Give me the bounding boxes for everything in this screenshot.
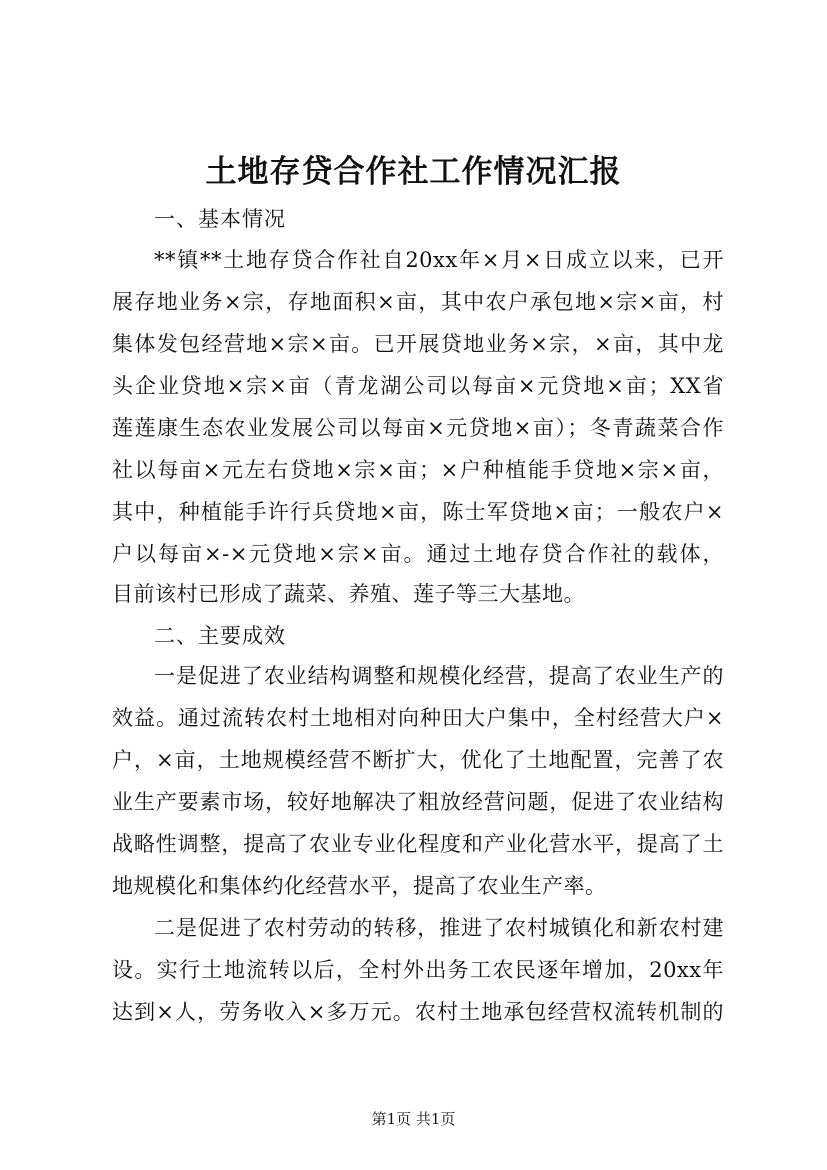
paragraph-line: 设。实行土地流转以后，全村外出务工农民逐年增加，20xx年 [112, 958, 724, 982]
paragraph-line: 户以每亩×-×元贷地×宗×亩。通过土地存贷合作社的载体， [112, 542, 724, 566]
paragraph-line: 目前该村已形成了蔬菜、养殖、莲子等三大基地。 [112, 582, 585, 606]
paragraph-line: 达到×人，劳务收入×多万元。农村土地承包经营权流转机制的 [112, 1000, 724, 1024]
paragraph-line: 户，×亩，土地规模经营不断扩大，优化了土地配置，完善了农 [112, 748, 724, 772]
paragraph-line: 集体发包经营地×宗×亩。已开展贷地业务×宗，×亩，其中龙 [112, 332, 724, 356]
paragraph-line: 业生产要素市场，较好地解决了粗放经营问题，促进了农业结构 [112, 790, 724, 814]
paragraph-line: 效益。通过流转农村土地相对向种田大户集中，全村经营大户× [112, 706, 724, 730]
paragraph-line: 一是促进了农业结构调整和规模化经营，提高了农业生产的 [154, 664, 724, 688]
paragraph-line: 头企业贷地×宗×亩（青龙湖公司以每亩×元贷地×亩；XX省 [112, 374, 724, 398]
page-footer: 第1页 共1页 [371, 1110, 456, 1128]
document-title: 土地存贷合作社工作情况汇报 [205, 154, 622, 190]
section-heading-main-results: 二、主要成效 [154, 624, 286, 648]
paragraph-line: 战略性调整，提高了农业专业化程度和产业化营水平，提高了土 [112, 832, 724, 856]
section-heading-basic-info: 一、基本情况 [154, 207, 286, 231]
paragraph-line: **镇**土地存贷合作社自20xx年×月×日成立以来，已开 [154, 248, 724, 272]
paragraph-line: 社以每亩×元左右贷地×宗×亩；×户种植能手贷地×宗×亩， [112, 458, 724, 482]
paragraph-line: 其中，种植能手许行兵贷地×亩，陈士军贷地×亩；一般农户× [112, 500, 724, 524]
paragraph-line: 展存地业务×宗，存地面积×亩，其中农户承包地×宗×亩，村 [112, 290, 724, 314]
paragraph-line: 二是促进了农村劳动的转移，推进了农村城镇化和新农村建 [154, 916, 724, 940]
paragraph-line: 莲莲康生态农业发展公司以每亩×元贷地×亩）；冬青蔬菜合作 [112, 416, 724, 440]
paragraph-line: 地规模化和集体约化经营水平，提高了农业生产率。 [112, 874, 607, 898]
